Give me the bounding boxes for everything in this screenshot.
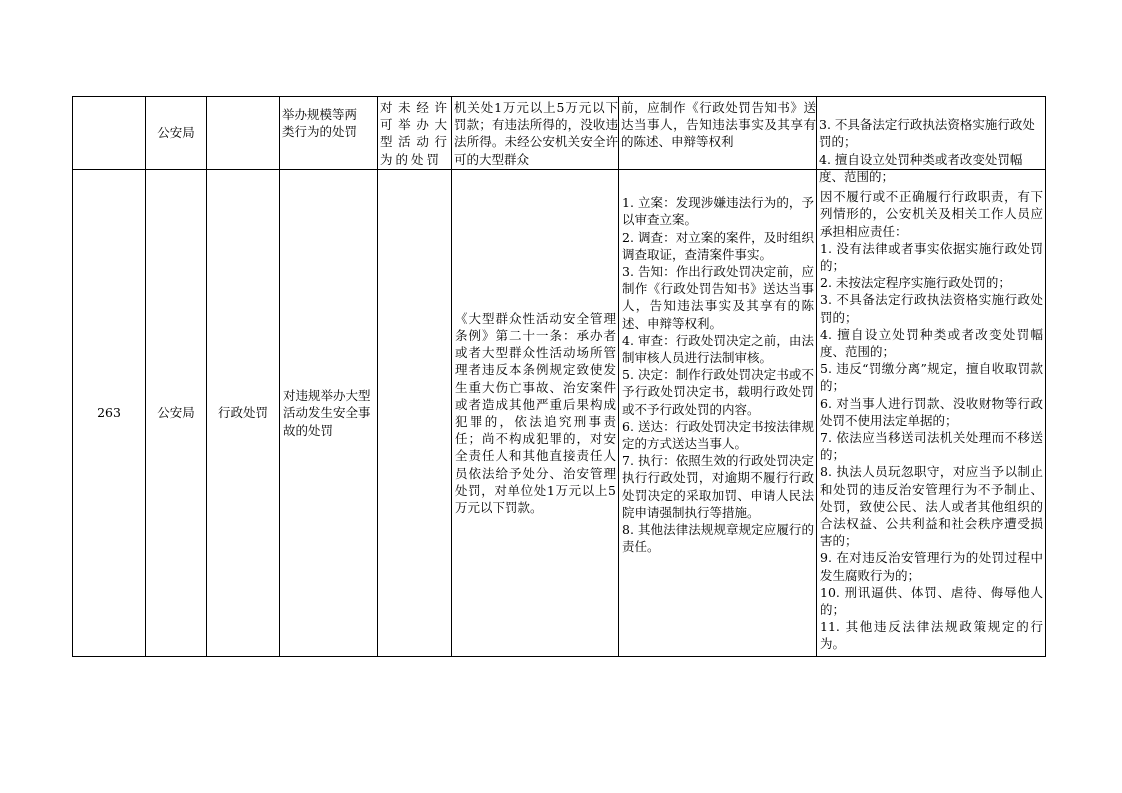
prev-process-cell: [621, 99, 816, 169]
process-text: 1. 立案：发现涉嫌违法行为的，予以审查立案。 2. 调查：对立案的案件，及时组织调查取证，查清案件事实。 3. 告知：作出行政处罚决定前，应制作《行政处罚告知书》送达当事人，告知违法事实及其享有的陈述、申辩等权利。 4. 审查：行政处罚决定之前，由法制审核人员进行法制审核。 5. 决定：制作行政处罚决定书或不予行政处罚决定书，载明行政处罚或不予行政处罚的内容。 6. 送达：行政处罚决定书按法律规定的方式送达当事人。 7. 执行：依照生效的行政处罚决定执行行政处罚，对逾期不履行行政处罚决定的采取加罚、申请人民法院申请强制执行等措施。 8. 其他法律法规规章规定应履行的责任。: [622, 195, 814, 555]
prev-item-name-cell: [282, 89, 376, 169]
liability-cell: [818, 171, 1045, 656]
prev-subitem: 对未经许可举办大型活动行为的处罚: [380, 100, 450, 167]
power-type: 行政处罚: [217, 405, 268, 421]
prev-process: 前，应制作《行政处罚告知书》送达当事人，告知违法事实及其享有的陈述、申辩等权利: [621, 100, 816, 150]
item-name-cell: [280, 170, 377, 656]
prev-basis-cell: [454, 99, 618, 169]
legal-basis: 《大型群众性活动安全管理条例》第二十一条：承办者或者大型群众性活动场所管理者违反本条例规定致使发生重大伤亡事故、治安案件或者造成其他严重后果构成犯罪的，依法追究刑事责任；尚不构成犯罪的，对安全责任人和其他直接责任人员依法给予处分、治安管理处罚，对单位处1万元以上5万元以下罚款。: [455, 310, 616, 516]
basis-cell: [453, 170, 618, 656]
prev-item-name: 举办规模等两 类行为的处罚: [282, 107, 358, 140]
col-divider-7: [816, 97, 817, 656]
prev-dept-cell: [146, 97, 206, 169]
prev-basis: 机关处1万元以上5万元以下罚款；有违法所得的，没收违法所得。未经公安机关安全许可的大型群众: [454, 100, 618, 167]
type-cell: [207, 170, 279, 656]
process-cell: [620, 177, 816, 655]
item-name: 对违规举办大型活动发生安全事故的处罚: [283, 388, 371, 438]
prev-liability-cell: [819, 99, 1045, 184]
col-divider-5: [451, 97, 452, 656]
prev-liability: 3. 不具备法定行政执法资格实施行政处罚的； 4. 擅自设立处罚种类或者改变处罚幅度、范围的；: [819, 117, 1035, 184]
liability-text: 因不履行或不正确履行行政职责，有下列情形的，公安机关及相关工作人员应承担相应责任： 1. 没有法律或者事实依据实施行政处罚的； 2. 未按法定程序实施行政处罚的； 3. 不具备法定行政执法资格实施行政处罚的； 4. 擅自设立处罚种类或者改变处罚幅度、范围的； 5. 违反“罚缴分离”规定，擅自收取罚款的； 6. 对当事人进行罚款、没收财物等行政处罚不使用法定单据的； 7. 依法应当移送司法机关处理而不移送的； 8. 执法人员玩忽职守，对应当予以制止和处罚的违反治安管理行为不予制止、处罚，致使公民、法人或者其他组织的合法权益、公共利益和社会秩序遭受损害的； 9. 在对违反治安管理行为的处罚过程中发生腐败行为的； 10. 刑讯逼供、体罚、虐待、侮辱他人的； 11. 其他违反法律法规政策规定的行为。: [820, 189, 1043, 652]
table: [72, 96, 1046, 657]
col-divider-6: [618, 97, 619, 656]
subitem-cell: [378, 170, 451, 656]
seq-number: 263: [97, 405, 121, 421]
seq-cell: [73, 170, 145, 656]
dept: 公安局: [157, 405, 195, 421]
prev-subitem-cell: [380, 99, 450, 169]
prev-dept: 公安局: [157, 125, 195, 141]
dept-cell: [146, 170, 206, 656]
